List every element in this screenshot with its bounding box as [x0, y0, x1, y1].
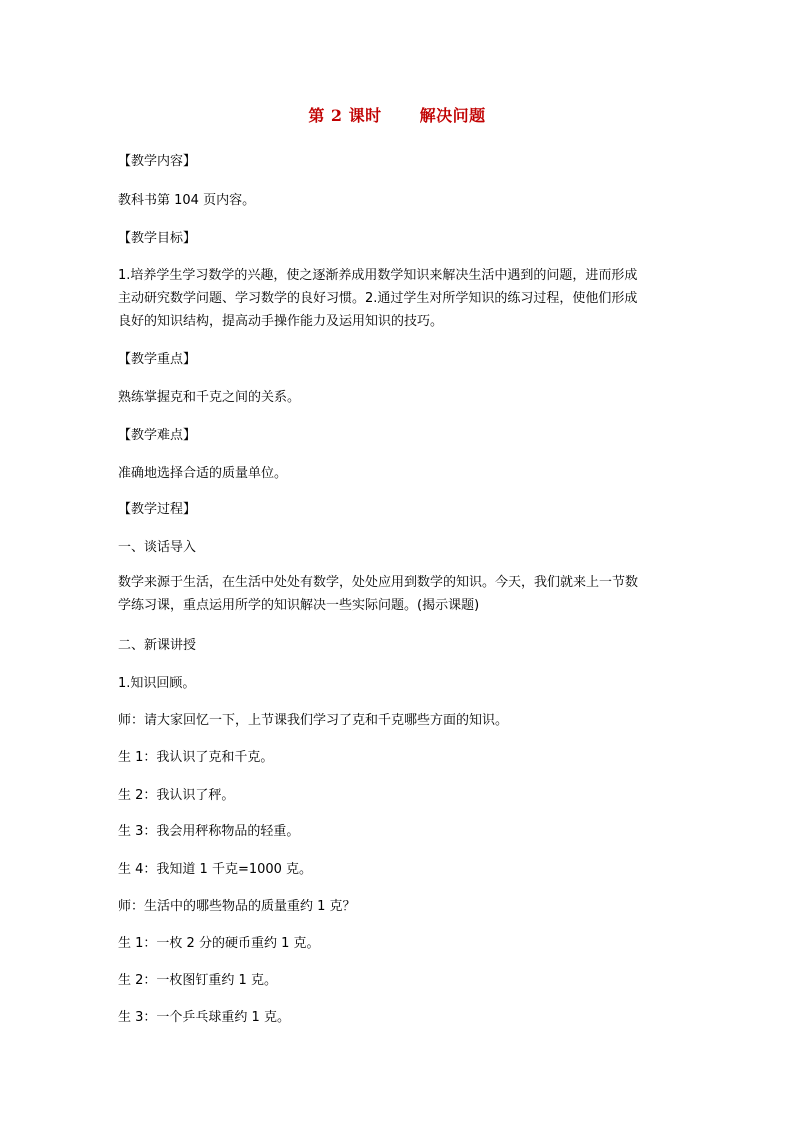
dialog-line: 师：请大家回忆一下，上节课我们学习了克和千克哪些方面的知识。	[118, 713, 509, 728]
dialog-line: 生 2：我认识了秤。	[118, 788, 235, 803]
heading-difficulty: 【教学难点】	[118, 428, 197, 443]
content-text: 教科书第 104 页内容。	[118, 193, 256, 208]
key-point-text: 熟练掌握克和千克之间的关系。	[118, 390, 301, 405]
dialog-line: 生 3：我会用秤称物品的轻重。	[118, 824, 300, 839]
difficulty-text: 准确地选择合适的质量单位。	[118, 466, 288, 481]
heading-content: 【教学内容】	[118, 154, 197, 169]
title-lesson: 第 2 课时	[308, 106, 382, 125]
goals-line: 良好的知识结构，提高动手操作能力及运用知识的技巧。	[118, 314, 444, 329]
goals-line: 主动研究数学问题、学习数学的良好习惯。2.通过学生对所学知识的练习过程，使他们形成	[118, 291, 638, 306]
dialog-line: 生 1：一枚 2 分的硬币重约 1 克。	[118, 936, 320, 951]
intro-line: 学练习课，重点运用所学的知识解决一些实际问题。(揭示课题)	[118, 598, 480, 613]
intro-paragraph	[118, 571, 686, 617]
dialog-line: 生 3：一个乒乓球重约 1 克。	[118, 1010, 290, 1025]
heading-process: 【教学过程】	[118, 502, 197, 517]
section-intro-heading: 一、谈话导入	[118, 540, 197, 555]
goals-paragraph	[118, 264, 686, 333]
dialog-line: 师：生活中的哪些物品的质量重约 1 克？	[118, 899, 356, 914]
section-new-lesson-heading: 二、新课讲授	[118, 638, 197, 653]
dialog-line: 生 1：我认识了克和千克。	[118, 750, 274, 765]
heading-goals: 【教学目标】	[118, 231, 197, 246]
dialog-line: 生 4：我知道 1 千克=1000 克。	[118, 862, 313, 877]
title-topic: 解决问题	[419, 106, 486, 125]
dialog-line: 生 2：一枚图钉重约 1 克。	[118, 973, 277, 988]
intro-line: 数学来源于生活，在生活中处处有数学，处处应用到数学的知识。今天，我们就来上一节数	[118, 575, 639, 590]
item-review: 1.知识回顾。	[118, 676, 196, 691]
page-title	[0, 105, 794, 127]
heading-key-point: 【教学重点】	[118, 352, 197, 367]
goals-line: 1.培养学生学习数学的兴趣，使之逐渐养成用数学知识来解决生活中遇到的问题，进而形成	[118, 268, 638, 283]
